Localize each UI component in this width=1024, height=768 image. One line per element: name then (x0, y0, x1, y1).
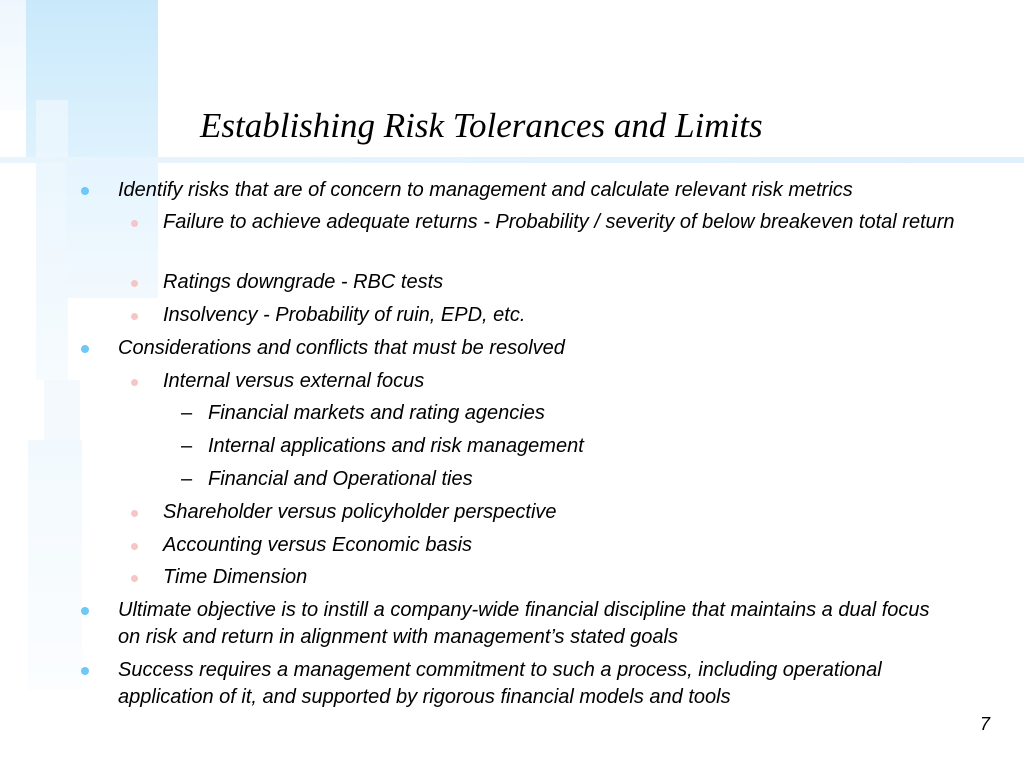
title-divider (0, 157, 1024, 163)
list-item (163, 302, 963, 329)
bullet-text: Insolvency - Probability of ruin, EPD, etc. (163, 304, 526, 326)
list-item (118, 177, 978, 204)
list-item (181, 466, 968, 493)
bullet-text: Internal versus external focus (163, 370, 425, 392)
bullet-text: Ratings downgrade - RBC tests (163, 271, 444, 293)
bullet-text: Success requires a management commitment to such a process, including operational application of it, and supported by rigorous financial models and tools (118, 659, 882, 708)
list-item (118, 657, 948, 711)
bullet-text: Shareholder versus policyholder perspective (163, 501, 557, 523)
dash-bullet-icon: – (181, 402, 193, 424)
bullet-text: Accounting versus Economic basis (163, 534, 473, 556)
decorative-block (36, 100, 68, 380)
list-item (118, 335, 978, 362)
decorative-block (0, 0, 26, 110)
list-item (163, 209, 963, 236)
list-item (163, 368, 963, 395)
bullet-text: Internal applications and risk management (208, 435, 584, 457)
bullet-dot-icon (131, 280, 138, 287)
list-item (163, 564, 963, 591)
list-item (181, 433, 968, 460)
list-item (163, 269, 963, 296)
bullet-dot-icon (131, 543, 138, 550)
bullet-dot-icon (131, 510, 138, 517)
list-item (181, 400, 968, 427)
page-number: 7 (979, 714, 990, 734)
decorative-block (44, 380, 80, 440)
decorative-block (28, 440, 82, 690)
bullet-text: Financial markets and rating agencies (208, 402, 545, 424)
list-item (163, 532, 963, 559)
dash-bullet-icon: – (181, 435, 193, 457)
bullet-text: Failure to achieve adequate returns - Probability / severity of below breakeven total return (163, 211, 955, 233)
bullet-text: Financial and Operational ties (208, 468, 473, 490)
dash-bullet-icon: – (181, 468, 193, 490)
bullet-dot-icon (81, 607, 89, 615)
bullet-dot-icon (131, 379, 138, 386)
bullet-text: Time Dimension (163, 566, 308, 588)
bullet-dot-icon (131, 220, 138, 227)
bullet-dot-icon (131, 575, 138, 582)
bullet-text: Considerations and conflicts that must be resolved (118, 337, 565, 359)
bullet-text: Ultimate objective is to instill a company-wide financial discipline that maintains a dual focus on risk and return in alignment with management’s stated goals (118, 599, 930, 648)
bullet-dot-icon (81, 345, 89, 353)
list-item (163, 499, 963, 526)
bullet-dot-icon (81, 667, 89, 675)
list-item (118, 597, 948, 651)
slide-title: Establishing Risk Tolerances and Limits (200, 106, 763, 145)
bullet-dot-icon (81, 187, 89, 195)
bullet-text: Identify risks that are of concern to management and calculate relevant risk metrics (118, 179, 853, 201)
bullet-dot-icon (131, 313, 138, 320)
